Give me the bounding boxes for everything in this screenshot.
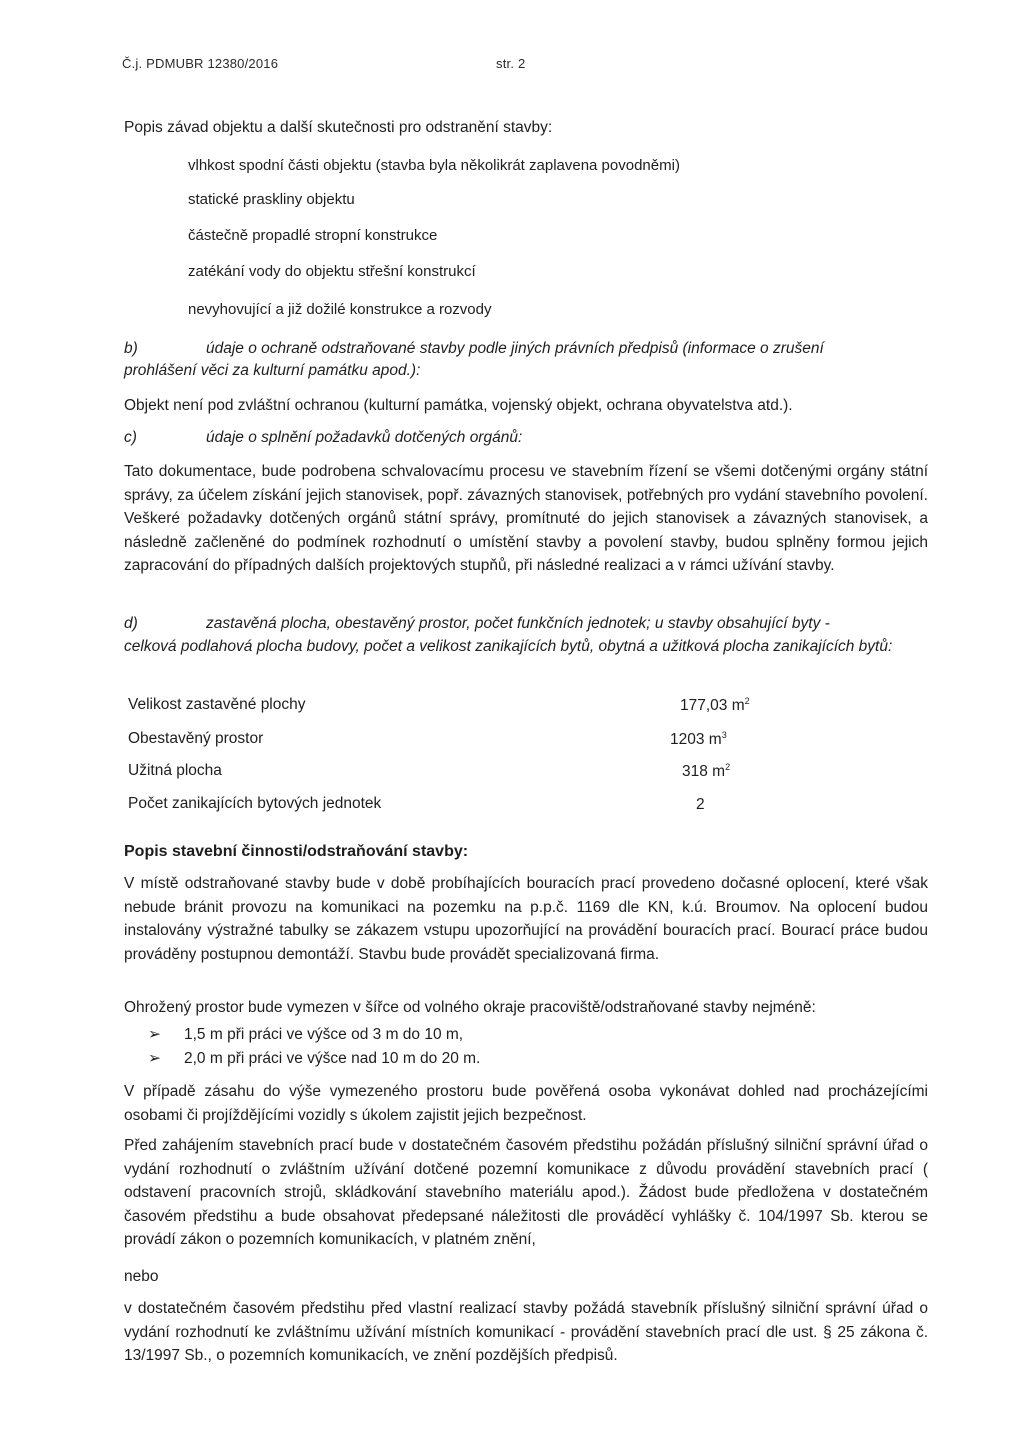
arrow-bullet-icon: ➢	[148, 1050, 161, 1067]
kv-label-enclosed-space: Obestavěný prostor	[128, 730, 264, 747]
defect-item: částečně propadlé stropní konstrukce	[188, 227, 438, 244]
kv-value-units: 2	[696, 796, 705, 814]
defects-intro: Popis závad objektu a další skutečnosti pro odstranění stavby:	[124, 119, 553, 136]
activity-paragraph-2: Ohrožený prostor bude vymezen v šířce od volného okraje pracoviště/odstraňované stavby nejméně:	[124, 999, 816, 1016]
kv-value-usable-area: 318 $m^2$	[682, 762, 731, 781]
kv-value-enclosed-space: 1203 $m^3$	[670, 730, 727, 749]
document-reference: Č.j. PDMUBR 12380/2016	[122, 56, 279, 71]
defect-item: vlhkost spodní části objektu (stavba byla několikrát zaplavena povodněmi)	[188, 157, 680, 174]
section-b-title: b) údaje o ochraně odstraňované stavby podle jiných právních předpisů (informace o zrušení	[124, 340, 824, 357]
section-b-text: Objekt není pod zvláštní ochranou (kulturní památka, vojenský objekt, ochrana obyvatelstva atd.).	[124, 397, 793, 414]
activity-heading: Popis stavební činnosti/odstraňování stavby:	[124, 843, 469, 860]
bullet-item: ➢ 1,5 m při práci ve výšce od 3 m do 10 m,	[148, 1026, 464, 1043]
activity-paragraph-3: V případě zásahu do výše vymezeného prostoru bude pověřená osoba vykonávat dohled nad procházejícími osobami či projíždějícími vozidly s úkolem zajistit jejich bezpečnost.	[124, 1083, 928, 1124]
defect-item: statické praskliny objektu	[188, 191, 355, 208]
defect-item: zatékání vody do objektu střešní konstrukcí	[188, 263, 476, 280]
activity-paragraph-5: nebo	[124, 1268, 159, 1285]
kv-label-units: Počet zanikajících bytových jednotek	[128, 795, 382, 812]
activity-paragraph-6: v dostatečném časovém předstihu před vlastní realizací stavby požádá stavebník příslušný silniční správní úřad o vydání rozhodnutí ke zvláštnímu užívání místních komunikací - provádění stavebních prací dle ust. § 25 zákona č. 13/1997 Sb., o pozemních komunikacích, ve znění pozdějších předpisů.	[124, 1300, 928, 1364]
kv-label-usable-area: Užitná plocha	[128, 762, 222, 779]
page-number: str. 2	[496, 56, 526, 71]
section-c-label: c)	[124, 429, 137, 446]
section-c-text: Tato dokumentace, bude podrobena schvalovacímu procesu ve stavebním řízení se všemi dotčenými orgány státní správy, za účelem získání jejich stanovisek, popř. závazných stanovisek, potřebných pro vydání stavebního povolení. Veškeré požadavky dotčených orgánů státní správy, promítnuté do jejich stanovisek a závazných stanovisek, a následně začleněné do podmínek rozhodnutí o umístění stavby a povolení stavby, budou splněny formou jejich zapracování do případných dalších projektových stupňů, při následné realizaci a v rámci užívání stavby.	[124, 463, 928, 574]
bullet-item: ➢ 2,0 m při práci ve výšce nad 10 m do 20 m.	[148, 1050, 481, 1067]
section-d-title: d) zastavěná plocha, obestavěný prostor, počet funkčních jednotek; u stavby obsahující byty -	[124, 612, 928, 636]
kv-label-built-area: Velikost zastavěné plochy	[128, 696, 306, 713]
defect-item: nevyhovující a již dožilé konstrukce a rozvody	[188, 301, 492, 318]
activity-paragraph-1: V místě odstraňované stavby bude v době probíhajících bouracích prací provedeno dočasné oplocení, které však nebude bránit provozu na komunikaci na pozemku na p.p.č. 1169 dle KN, k.ú. Broumov. Na oplocení budou instalovány výstražné tabulky se zákazem vstupu upozorňující na provádění bouracích prací. Bourací práce budou prováděny postupnou demontáží. Stavbu bude provádět specializovaná firma.	[124, 875, 928, 963]
kv-value-built-area: 177,03 $m^2$	[680, 696, 750, 715]
section-b-label: b)	[124, 340, 138, 357]
section-d-title-cont: celková podlahová plocha budovy, počet a velikost zanikajících bytů, obytná a užitková plocha zanikajících bytů:	[124, 638, 893, 655]
section-c-title: c) údaje o splnění požadavků dotčených orgánů:	[124, 426, 928, 450]
arrow-bullet-icon: ➢	[148, 1026, 161, 1043]
section-d-label: d)	[124, 615, 138, 632]
activity-paragraph-4: Před zahájením stavebních prací bude v dostatečném časovém předstihu požádán příslušný silniční správní úřad o vydání rozhodnutí o zvláštním užívání dotčené pozemní komunikace z důvodu provádění stavebních prací ( odstavení pracovních strojů, skládkování stavebního materiálu apod.). Žádost bude předložena v dostatečném časovém předstihu a bude obsahovat předepsané náležitosti dle prováděcí vyhlášky č. 104/1997 Sb. kterou se provádí zákon o pozemních komunikacích, v platném znění,	[124, 1137, 928, 1248]
section-b-title-cont: prohlášení věci za kulturní památku apod.):	[124, 362, 421, 379]
